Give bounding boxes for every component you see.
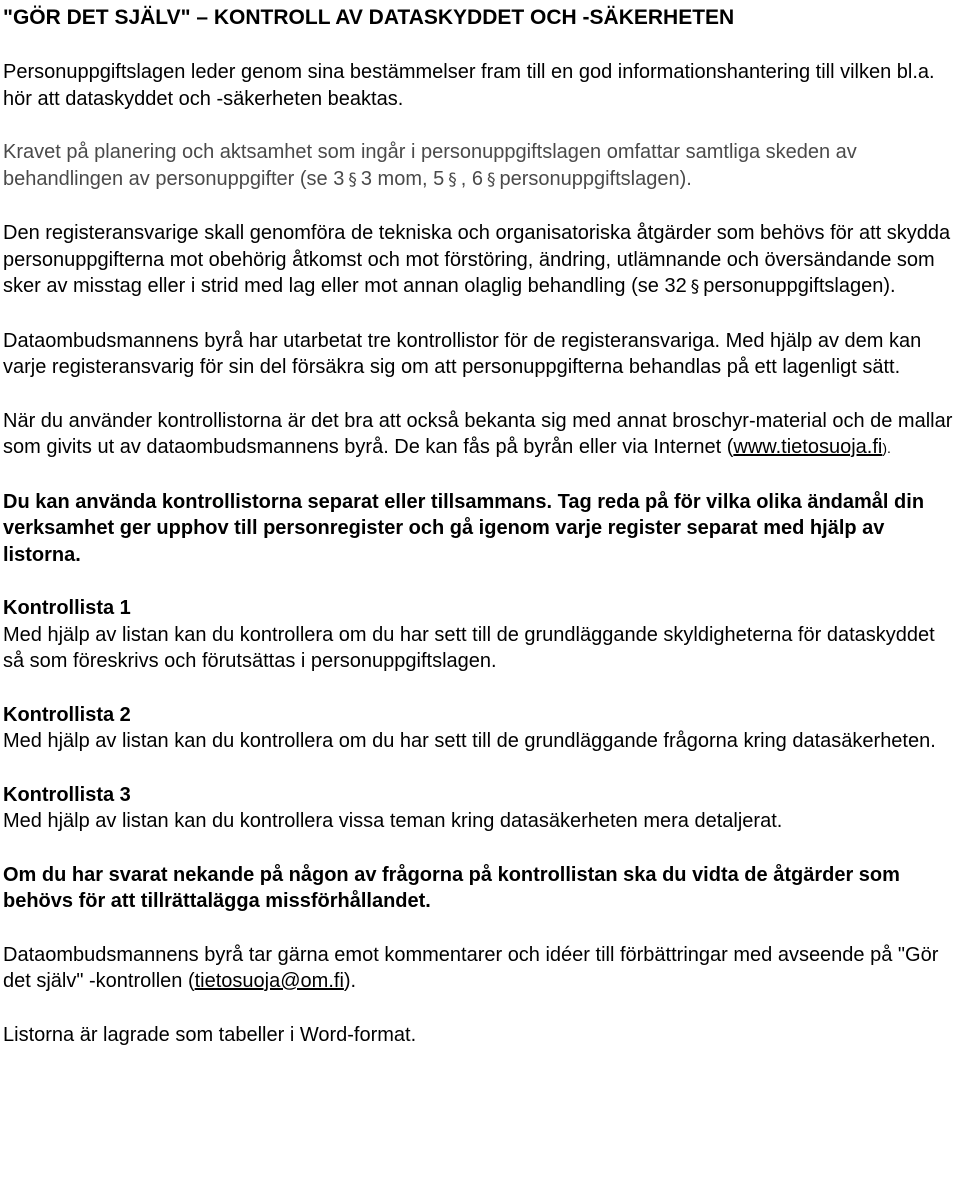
website-link[interactable]: www.tietosuoja.fi bbox=[733, 436, 883, 458]
checklist-1-text: Med hjälp av listan kan du kontrollera om du har sett till de grundläggande skyldigheterna för dataskyddet så som föreskrivs och förutsättas i personuppgiftslagen. bbox=[3, 623, 935, 672]
section-sign: § bbox=[690, 277, 700, 297]
feedback-paragraph bbox=[3, 942, 956, 995]
brochure-text-b: ). bbox=[882, 440, 891, 456]
brochure-text-a: När du använder kontrollistorna är det bra att också bekanta sig med annat broschyr-material och de mallar som givits ut av dataombudsmannens byrå. De kan fås på byrån eller via Internet ( bbox=[3, 409, 953, 458]
planning-text-c: , 6 bbox=[460, 167, 483, 190]
checklist-3 bbox=[3, 782, 956, 835]
planning-text-a: Kravet på planering och aktsamhet som ingår i personuppgiftslagen omfattar samtliga skeden av behandlingen av personuppgifter (se 3 bbox=[3, 141, 857, 190]
negative-answer-paragraph: Om du har svarat nekande på någon av frågorna på kontrollistan ska du vidta de åtgärder som behövs för att tillrättalägga missförhållandet. bbox=[3, 863, 900, 912]
checklists-intro-paragraph: Dataombudsmannens byrå har utarbetat tre kontrollistor för de registeransvariga. Med hjälp av dem kan varje registeransvarig för sin del försäkra sig om att personuppgifterna behandlas på ett lagenligt sätt. bbox=[3, 329, 922, 378]
measures-paragraph bbox=[3, 220, 956, 301]
measures-text-b: personuppgiftslagen). bbox=[703, 275, 896, 297]
checklist-2-text: Med hjälp av listan kan du kontrollera om du har sett till de grundläggande frågorna kring datasäkerheten. bbox=[3, 730, 936, 752]
checklist-2 bbox=[3, 702, 956, 755]
planning-paragraph bbox=[3, 139, 956, 193]
feedback-text-a: Dataombudsmannens byrå tar gärna emot kommentarer och idéer till förbättringar med avseende på "Gör det själv" -kontrollen ( bbox=[3, 943, 939, 992]
checklist-3-heading: Kontrollista 3 bbox=[3, 783, 131, 806]
brochure-paragraph bbox=[3, 408, 956, 462]
document-title: "GÖR DET SJÄLV" – KONTROLL AV DATASKYDDET OCH -SÄKERHETEN bbox=[3, 6, 735, 29]
planning-text-d: personuppgiftslagen). bbox=[499, 167, 692, 190]
planning-text-b: 3 mom, 5 bbox=[360, 167, 445, 190]
section-sign: § bbox=[448, 169, 457, 190]
checklist-2-heading: Kontrollista 2 bbox=[3, 703, 131, 726]
checklist-3-text: Med hjälp av listan kan du kontrollera vissa teman kring datasäkerheten mera detaljerat. bbox=[3, 810, 783, 832]
intro-paragraph: Personuppgiftslagen leder genom sina bestämmelser fram till en god informationshantering till vilken bl.a. hör att dataskyddet och -säkerheten beaktas. bbox=[3, 61, 935, 110]
checklist-1-heading: Kontrollista 1 bbox=[3, 597, 131, 619]
measures-text-a: Den registeransvarige skall genomföra de tekniska och organisatoriska åtgärder som behövs för att skydda personuppgifterna mot obehörig åtkomst och mot förstöring, ändring, utlämnande och översändande som sker av misstag eller i strid med lag eller mot annan olaglig behandling (se 32 bbox=[3, 222, 951, 297]
format-note-paragraph: Listorna är lagrade som tabeller i Word-format. bbox=[3, 1023, 417, 1046]
feedback-text-b: ). bbox=[343, 970, 357, 992]
usage-paragraph: Du kan använda kontrollistorna separat eller tillsammans. Tag reda på för vilka olika ändamål din verksamhet ger upphov till personregister och gå igenom varje register separat med hjälp av listorna. bbox=[3, 490, 925, 566]
email-link[interactable]: tietosuoja@om.fi bbox=[194, 970, 344, 992]
checklist-1 bbox=[3, 595, 956, 675]
section-sign: § bbox=[348, 169, 357, 190]
section-sign: § bbox=[486, 169, 496, 190]
